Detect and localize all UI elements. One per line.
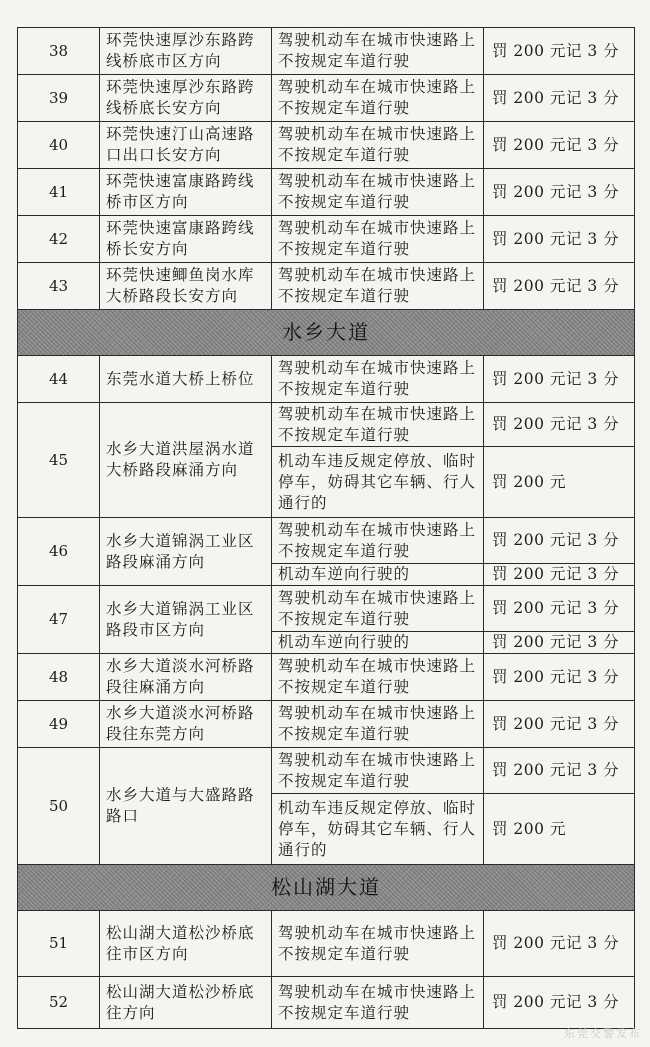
row-number: 38 — [18, 28, 100, 75]
violation-cell: 机动车违反规定停放、临时停车，妨碍其它车辆、行人通行的 — [272, 447, 484, 518]
row-number: 43 — [18, 263, 100, 310]
table-row — [18, 403, 635, 447]
table-row — [18, 911, 635, 977]
table-row — [18, 518, 635, 564]
row-number: 39 — [18, 75, 100, 122]
table-row — [18, 701, 635, 748]
location-cell: 水乡大道洪屋涡水道大桥路段麻涌方向 — [100, 403, 272, 518]
penalty-cell: 罚 200 元记 3 分 — [484, 122, 635, 169]
violation-cell: 驾驶机动车在城市快速路上不按规定车道行驶 — [272, 28, 484, 75]
location-cell: 水乡大道淡水河桥路段往东莞方向 — [100, 701, 272, 748]
penalty-cell: 罚 200 元记 3 分 — [484, 75, 635, 122]
violation-cell: 机动车逆向行驶的 — [272, 632, 484, 654]
violation-cell: 驾驶机动车在城市快速路上不按规定车道行驶 — [272, 403, 484, 447]
section-header-row — [18, 310, 635, 356]
table-row — [18, 263, 635, 310]
location-cell: 环莞快速厚沙东路跨线桥底市区方向 — [100, 28, 272, 75]
row-number: 52 — [18, 977, 100, 1029]
location-cell: 水乡大道锦涡工业区路段市区方向 — [100, 586, 272, 654]
penalty-cell: 罚 200 元记 3 分 — [484, 169, 635, 216]
row-number: 41 — [18, 169, 100, 216]
violation-cell: 驾驶机动车在城市快速路上不按规定车道行驶 — [272, 977, 484, 1029]
section-header-row — [18, 865, 635, 911]
table-row — [18, 586, 635, 632]
row-number: 40 — [18, 122, 100, 169]
penalty-cell: 罚 200 元记 3 分 — [484, 403, 635, 447]
location-cell: 水乡大道淡水河桥路段往麻涌方向 — [100, 654, 272, 701]
violation-cell: 驾驶机动车在城市快速路上不按规定车道行驶 — [272, 586, 484, 632]
table-row — [18, 28, 635, 75]
violation-cell: 机动车违反规定停放、临时停车，妨碍其它车辆、行人通行的 — [272, 794, 484, 865]
location-cell: 松山湖大道松沙桥底往方向 — [100, 977, 272, 1029]
violation-cell: 驾驶机动车在城市快速路上不按规定车道行驶 — [272, 75, 484, 122]
penalty-cell: 罚 200 元记 3 分 — [484, 977, 635, 1029]
row-number: 50 — [18, 748, 100, 865]
violation-cell: 驾驶机动车在城市快速路上不按规定车道行驶 — [272, 122, 484, 169]
location-cell: 松山湖大道松沙桥底往市区方向 — [100, 911, 272, 977]
penalty-cell: 罚 200 元记 3 分 — [484, 28, 635, 75]
location-cell: 环莞快速汀山高速路口出口长安方向 — [100, 122, 272, 169]
row-number: 48 — [18, 654, 100, 701]
row-number: 51 — [18, 911, 100, 977]
row-number: 45 — [18, 403, 100, 518]
penalty-cell: 罚 200 元记 3 分 — [484, 632, 635, 654]
location-cell: 环莞快速富康路跨线桥长安方向 — [100, 216, 272, 263]
violation-cell: 驾驶机动车在城市快速路上不按规定车道行驶 — [272, 169, 484, 216]
table-row — [18, 356, 635, 403]
penalty-cell: 罚 200 元记 3 分 — [484, 564, 635, 586]
location-cell: 东莞水道大桥上桥位 — [100, 356, 272, 403]
row-number: 44 — [18, 356, 100, 403]
row-number: 42 — [18, 216, 100, 263]
violation-cell: 驾驶机动车在城市快速路上不按规定车道行驶 — [272, 701, 484, 748]
table-row — [18, 75, 635, 122]
violation-cell: 驾驶机动车在城市快速路上不按规定车道行驶 — [272, 654, 484, 701]
row-number: 46 — [18, 518, 100, 586]
penalty-cell: 罚 200 元记 3 分 — [484, 911, 635, 977]
penalty-cell: 罚 200 元 — [484, 794, 635, 865]
location-cell: 环莞快速富康路跨线桥市区方向 — [100, 169, 272, 216]
penalty-cell: 罚 200 元记 3 分 — [484, 216, 635, 263]
table-row — [18, 977, 635, 1029]
penalty-cell: 罚 200 元记 3 分 — [484, 654, 635, 701]
table-row — [18, 169, 635, 216]
penalty-cell: 罚 200 元 — [484, 447, 635, 518]
penalty-cell: 罚 200 元记 3 分 — [484, 748, 635, 794]
section-title: 水乡大道 — [18, 310, 635, 356]
table-row — [18, 748, 635, 794]
row-number: 49 — [18, 701, 100, 748]
penalty-cell: 罚 200 元记 3 分 — [484, 701, 635, 748]
traffic-violation-table — [17, 27, 635, 1029]
violation-cell: 驾驶机动车在城市快速路上不按规定车道行驶 — [272, 356, 484, 403]
table-row — [18, 216, 635, 263]
location-cell: 环莞快速厚沙东路跨线桥底长安方向 — [100, 75, 272, 122]
penalty-cell: 罚 200 元记 3 分 — [484, 518, 635, 564]
row-number: 47 — [18, 586, 100, 654]
table-row — [18, 654, 635, 701]
violation-cell: 驾驶机动车在城市快速路上不按规定车道行驶 — [272, 518, 484, 564]
table-row — [18, 122, 635, 169]
violation-cell: 驾驶机动车在城市快速路上不按规定车道行驶 — [272, 911, 484, 977]
location-cell: 水乡大道锦涡工业区路段麻涌方向 — [100, 518, 272, 586]
penalty-cell: 罚 200 元记 3 分 — [484, 586, 635, 632]
penalty-cell: 罚 200 元记 3 分 — [484, 263, 635, 310]
violation-cell: 机动车逆向行驶的 — [272, 564, 484, 586]
location-cell: 环莞快速鲫鱼岗水库大桥路段长安方向 — [100, 263, 272, 310]
watermark: 东莞交警发布 — [564, 1027, 642, 1040]
penalty-cell: 罚 200 元记 3 分 — [484, 356, 635, 403]
section-title: 松山湖大道 — [18, 865, 635, 911]
violation-cell: 驾驶机动车在城市快速路上不按规定车道行驶 — [272, 748, 484, 794]
location-cell: 水乡大道与大盛路路路口 — [100, 748, 272, 865]
violation-cell: 驾驶机动车在城市快速路上不按规定车道行驶 — [272, 263, 484, 310]
violation-cell: 驾驶机动车在城市快速路上不按规定车道行驶 — [272, 216, 484, 263]
